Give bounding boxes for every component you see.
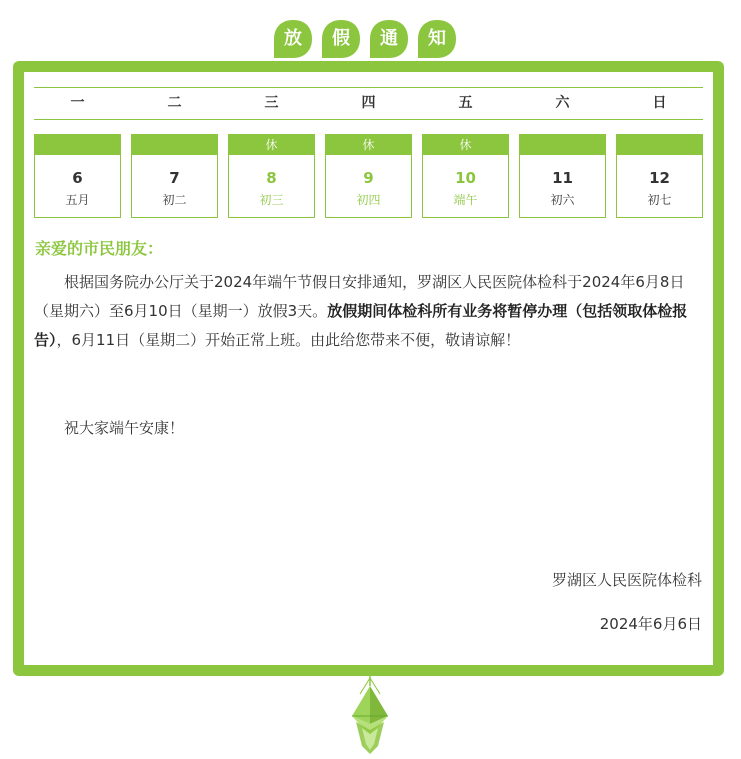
lunar-date: 初四	[356, 193, 381, 207]
calendar-day	[616, 134, 703, 218]
day-tag	[132, 135, 217, 155]
holiday-wish: 祝大家端午安康！	[64, 419, 185, 437]
weekday-mon: 一	[70, 95, 85, 111]
day-tag: 休	[423, 135, 508, 155]
day-number: 10	[455, 169, 476, 187]
divider-top	[34, 87, 703, 88]
title-char: 假	[332, 28, 350, 49]
day-tag	[617, 135, 702, 155]
notice-paragraph	[34, 268, 703, 355]
paragraph-emphasis: 放假期间体检科所有业务将暂停办理（包括领取体检报告）	[34, 302, 688, 349]
calendar-day-holiday	[325, 134, 412, 218]
lunar-date: 初二	[162, 193, 187, 207]
day-tag: 休	[229, 135, 314, 155]
day-tag: 休	[326, 135, 411, 155]
weekday-fri: 五	[458, 95, 473, 111]
day-tag	[35, 135, 120, 155]
title-badge-2	[320, 18, 362, 60]
day-number: 8	[266, 169, 277, 187]
calendar-day-holiday	[422, 134, 509, 218]
lunar-date: 初三	[259, 193, 284, 207]
notice-title	[270, 8, 470, 58]
title-char: 通	[380, 28, 398, 49]
weekday-sat: 六	[555, 95, 570, 111]
weekday-thu: 四	[361, 95, 376, 111]
title-badge-4	[416, 18, 458, 60]
title-char: 知	[428, 28, 446, 49]
lunar-date: 初六	[550, 193, 575, 207]
title-char: 放	[284, 28, 302, 49]
day-number: 11	[552, 169, 573, 187]
signature: 罗湖区人民医院体检科	[551, 571, 702, 589]
day-tag	[520, 135, 605, 155]
paragraph-text: ，6月11日（星期二）开始正常上班。由此给您带来不便，敬请谅解！	[56, 331, 521, 349]
calendar-day	[34, 134, 121, 218]
day-number: 6	[72, 169, 83, 187]
weekday-tue: 二	[167, 95, 182, 111]
lunar-date: 五月	[65, 193, 90, 207]
calendar-day-holiday	[228, 134, 315, 218]
lunar-date: 初七	[647, 193, 672, 207]
title-badge-3	[368, 18, 410, 60]
weekday-sun: 日	[652, 95, 667, 111]
day-number: 9	[363, 169, 374, 187]
greeting: 亲爱的市民朋友：	[35, 239, 164, 258]
title-badge-1	[272, 18, 314, 60]
day-number: 12	[649, 169, 670, 187]
paragraph-text: 根据国务院办公厅关于2024年端午节假日安排通知，罗湖区人民医院体检科于2024年6月8日（星期六）至6月10日（星期一）放假3天。	[34, 273, 685, 320]
day-number: 7	[169, 169, 180, 187]
zongzi-icon	[338, 672, 402, 756]
weekday-wed: 三	[264, 95, 279, 111]
lunar-date: 端午	[453, 193, 478, 207]
calendar-day	[519, 134, 606, 218]
notice-date: 2024年6月6日	[599, 615, 702, 633]
divider-bottom	[34, 119, 703, 120]
calendar-day	[131, 134, 218, 218]
